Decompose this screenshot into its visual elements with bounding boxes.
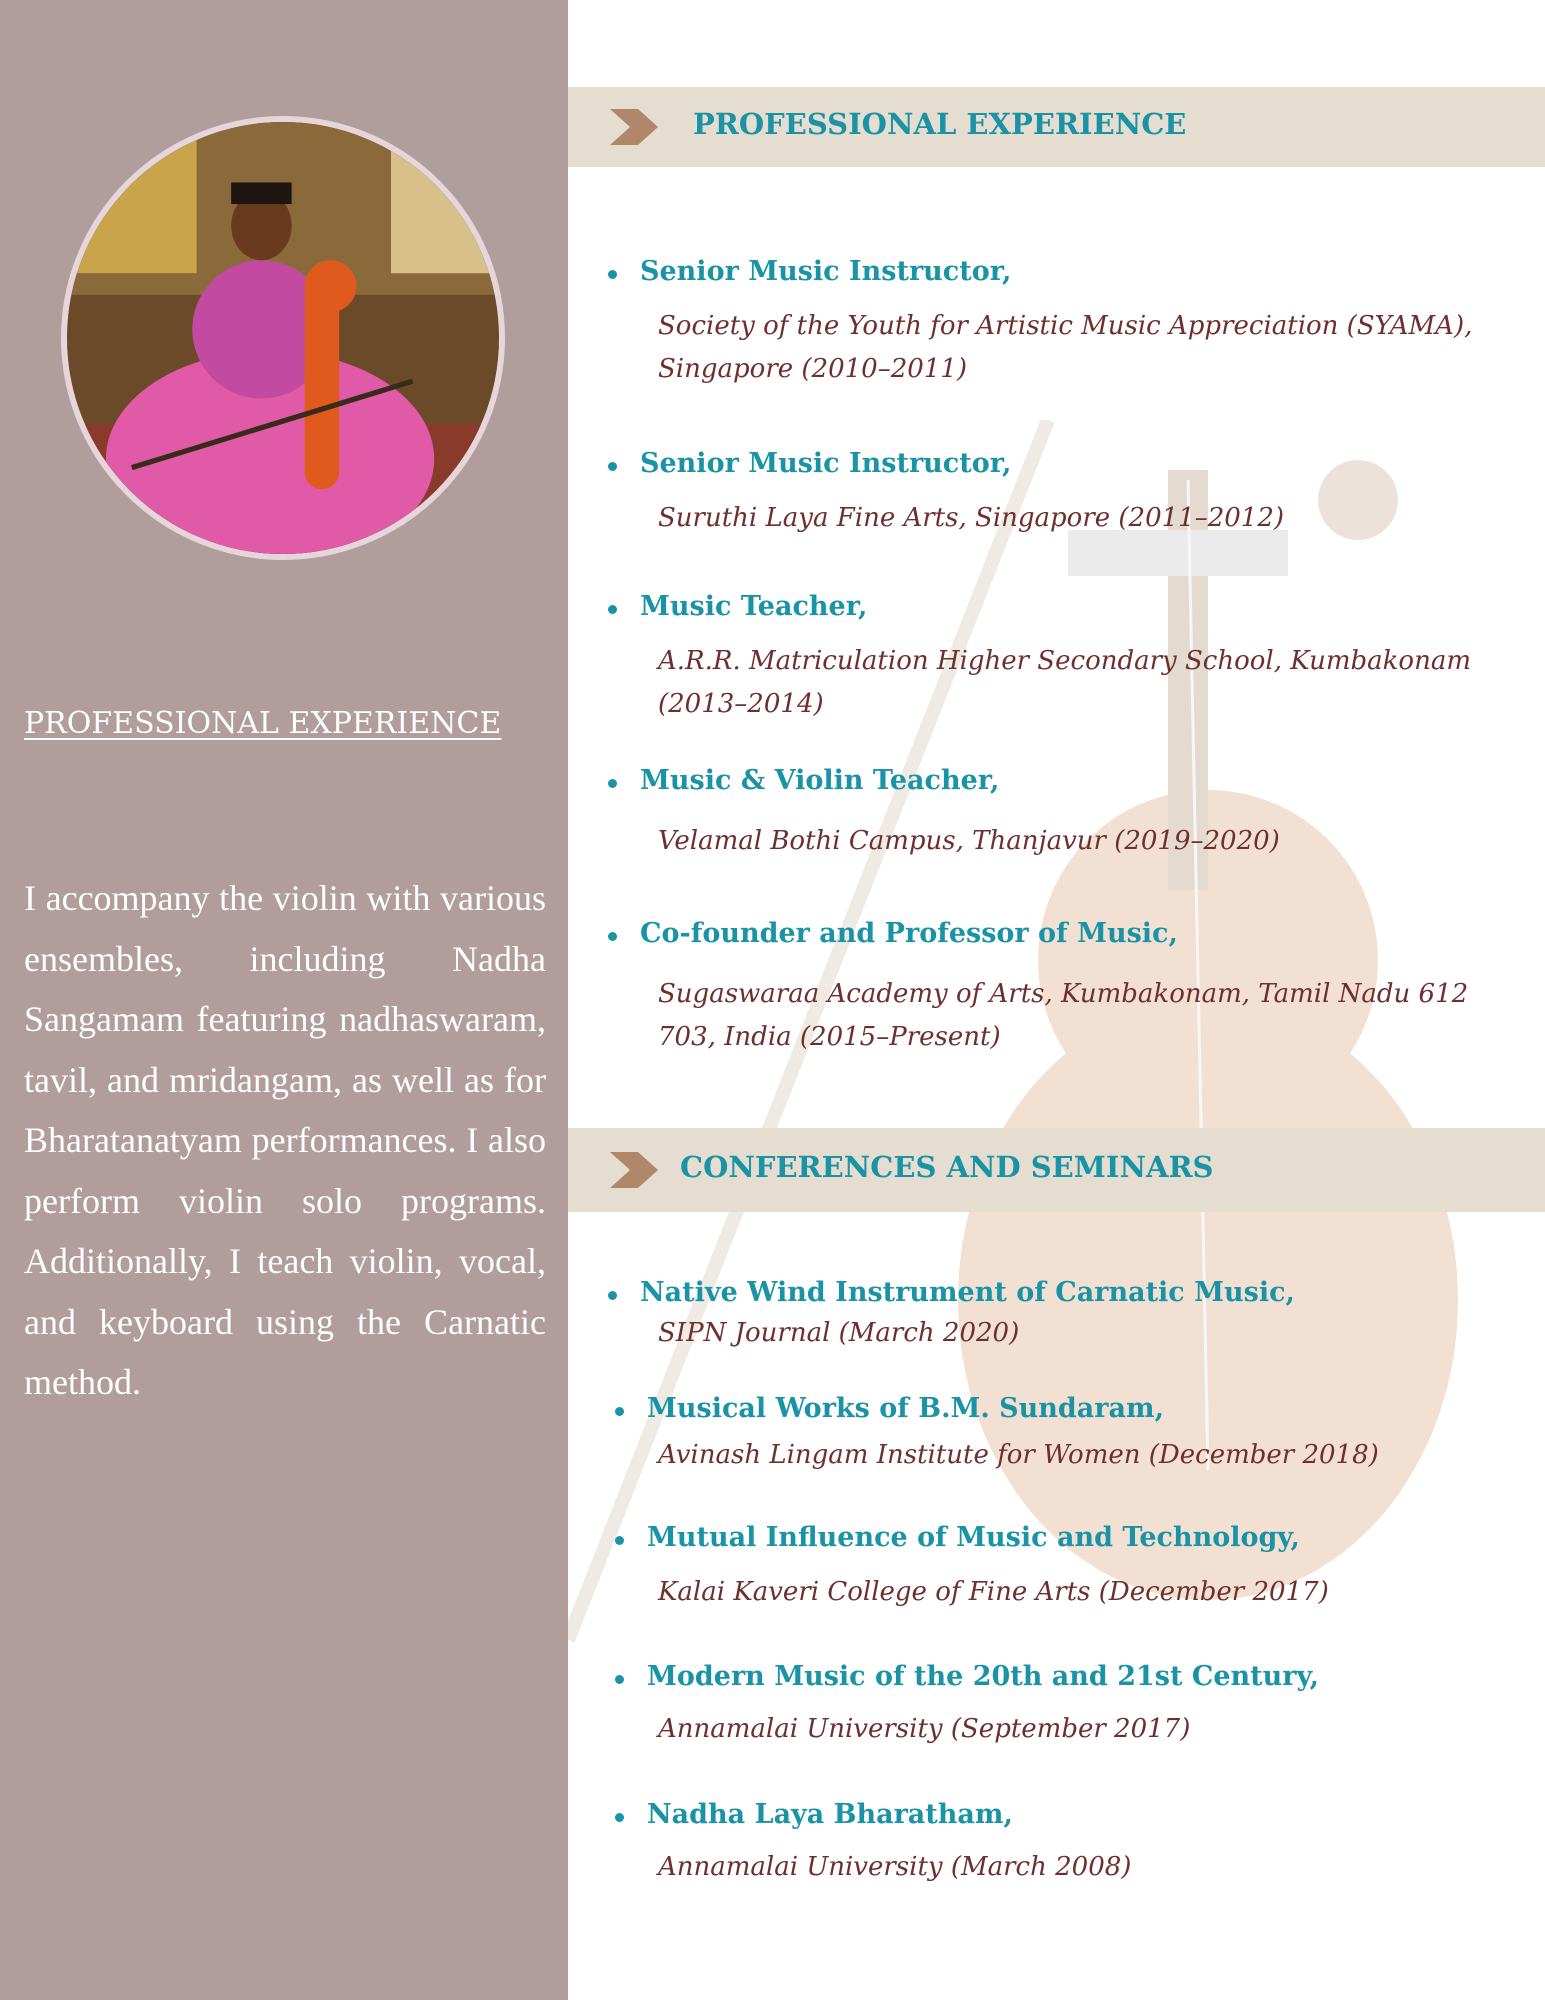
conference-detail: Annamalai University (March 2008) <box>658 1852 1132 1882</box>
experience-item <box>606 918 1526 1059</box>
experience-role: Music Teacher, <box>606 591 1526 622</box>
experience-detail: Suruthi Laya Fine Arts, Singapore (2011–2012) <box>658 503 1285 533</box>
conference-item <box>613 1799 1533 1889</box>
experience-title: PROFESSIONAL EXPERIENCE <box>693 107 1187 141</box>
experience-item <box>606 765 1526 863</box>
experience-item <box>606 448 1526 540</box>
experience-detail: A.R.R. Matriculation Higher Secondary School, Kumbakonam (2013–2014) <box>658 646 1471 719</box>
chevron-arrow-icon <box>610 109 658 145</box>
conference-detail: SIPN Journal (March 2020) <box>658 1318 1020 1348</box>
conference-item <box>606 1277 1526 1355</box>
conference-role: Mutual Influence of Music and Technology, <box>613 1522 1533 1553</box>
conference-item <box>613 1661 1533 1751</box>
conferences-header <box>568 1128 1545 1212</box>
experience-role: Senior Music Instructor, <box>606 256 1526 287</box>
conference-item <box>613 1522 1533 1614</box>
conference-detail: Avinash Lingam Institute for Women (December 2018) <box>658 1440 1379 1470</box>
experience-role: Co-founder and Professor of Music, <box>606 918 1526 949</box>
experience-header <box>568 87 1545 167</box>
conferences-title: CONFERENCES AND SEMINARS <box>680 1150 1214 1184</box>
experience-detail: Society of the Youth for Artistic Music Appreciation (SYAMA), Singapore (2010–2011) <box>658 311 1473 384</box>
conference-item <box>613 1393 1533 1477</box>
experience-item <box>606 256 1526 391</box>
conference-detail: Kalai Kaveri College of Fine Arts (December 2017) <box>658 1577 1329 1607</box>
chevron-arrow-icon <box>610 1152 658 1188</box>
experience-detail: Velamal Bothi Campus, Thanjavur (2019–2020) <box>658 826 1280 856</box>
conference-detail: Annamalai University (September 2017) <box>658 1714 1191 1744</box>
profile-photo <box>61 116 505 560</box>
conference-role: Native Wind Instrument of Carnatic Music, <box>606 1277 1526 1308</box>
experience-role: Senior Music Instructor, <box>606 448 1526 479</box>
experience-item <box>606 591 1526 726</box>
experience-detail: Sugaswaraa Academy of Arts, Kumbakonam, Tamil Nadu 612 703, India (2015–Present) <box>658 979 1469 1052</box>
sidebar <box>0 0 568 2000</box>
experience-role: Music & Violin Teacher, <box>606 765 1526 796</box>
main-content <box>568 0 1545 2000</box>
conference-role: Nadha Laya Bharatham, <box>613 1799 1533 1830</box>
conference-role: Modern Music of the 20th and 21st Century, <box>613 1661 1533 1692</box>
sidebar-heading: PROFESSIONAL EXPERIENCE <box>24 706 502 741</box>
conference-role: Musical Works of B.M. Sundaram, <box>613 1393 1533 1424</box>
bio-paragraph: I accompany the violin with various ensembles, including Nadha Sangamam featuring nadhaswaram, tavil, and mridangam, as well as for Bharatanatyam performances. I also perform violin solo programs. Additionally, I teach violin, vocal, and keyboard using the Carnatic method. <box>24 878 546 1402</box>
